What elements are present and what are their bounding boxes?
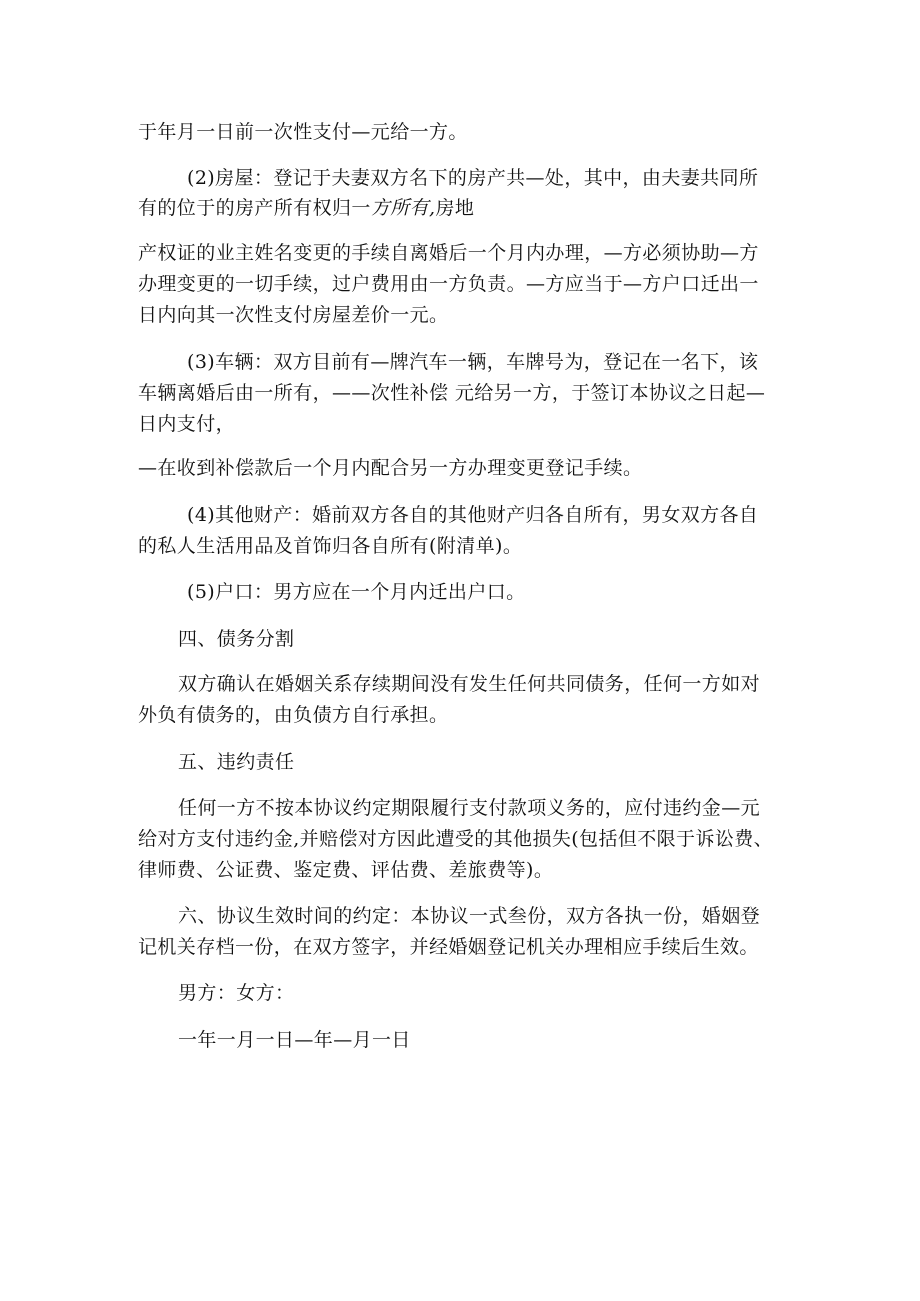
text-line: 记机关存档一份，在双方签字，并经婚姻登记机关办理相应手续后生效。 bbox=[138, 936, 759, 958]
text-line: 办理变更的一切手续，过户费用由一方负责。—方应当于—方户口迁出一 bbox=[138, 273, 759, 295]
text-line: 外负有债务的，由负债方自行承担。 bbox=[138, 704, 449, 726]
text-line: 车辆离婚后由一所有，——次性补偿 元给另一方，于签订本协议之日起— bbox=[138, 382, 766, 404]
text-line: 任何一方不按本协议约定期限履行支付款项义务的，应付违约金—元 bbox=[178, 797, 761, 819]
text-line: 日内向其一次性支付房屋差价一元。 bbox=[138, 304, 449, 326]
signature-label: 男方：女方： bbox=[178, 982, 295, 1004]
text-segment: 有的位于的房产所有权归一 bbox=[138, 197, 371, 219]
text-line: 律师费、公证费、鉴定费、评估费、差旅费等)。 bbox=[138, 859, 554, 881]
text-line: (4)其他财产：婚前双方各自的其他财产归各自所有，男女双方各自 bbox=[187, 504, 759, 526]
text-line: 六、协议生效时间的约定：本协议一式叁份，双方各执一份，婚姻登 bbox=[178, 905, 761, 927]
date-line: 一年一月一日—年—月一日 bbox=[178, 1029, 411, 1051]
text-line: (5)户口：男方应在一个月内迁出户口。 bbox=[187, 581, 526, 603]
text-line: 的私人生活用品及首饰归各自所有(附清单)。 bbox=[138, 535, 523, 557]
section-heading: 四、债务分割 bbox=[178, 628, 295, 650]
text-line: 于年月一日前一次性支付—元给一方。 bbox=[138, 121, 468, 143]
text-line bbox=[138, 196, 474, 220]
text-line: 产权证的业主姓名变更的手续自离婚后一个月内办理，—方必须协助—方 bbox=[138, 242, 759, 264]
text-line: 给对方支付违约金,并赔偿对方因此遭受的其他损失(包括但不限于诉讼费、 bbox=[138, 828, 774, 850]
section-heading: 五、违约责任 bbox=[178, 751, 295, 773]
text-line: 双方确认在婚姻关系存续期间没有发生任何共同债务，任何一方如对 bbox=[178, 673, 761, 695]
text-line: 日内支付， bbox=[138, 413, 236, 435]
text-line: (3)车辆：双方目前有—牌汽车一辆，车牌号为，登记在一名下，该 bbox=[187, 351, 759, 373]
text-segment: 房地 bbox=[435, 197, 475, 219]
text-line: —在收到补偿款后一个月内配合另一方办理变更登记手续。 bbox=[138, 457, 643, 479]
text-segment-italic: 方所有, bbox=[370, 197, 436, 219]
text-line: (2)房屋：登记于夫妻双方名下的房产共—处，其中，由夫妻共同所 bbox=[187, 167, 759, 189]
